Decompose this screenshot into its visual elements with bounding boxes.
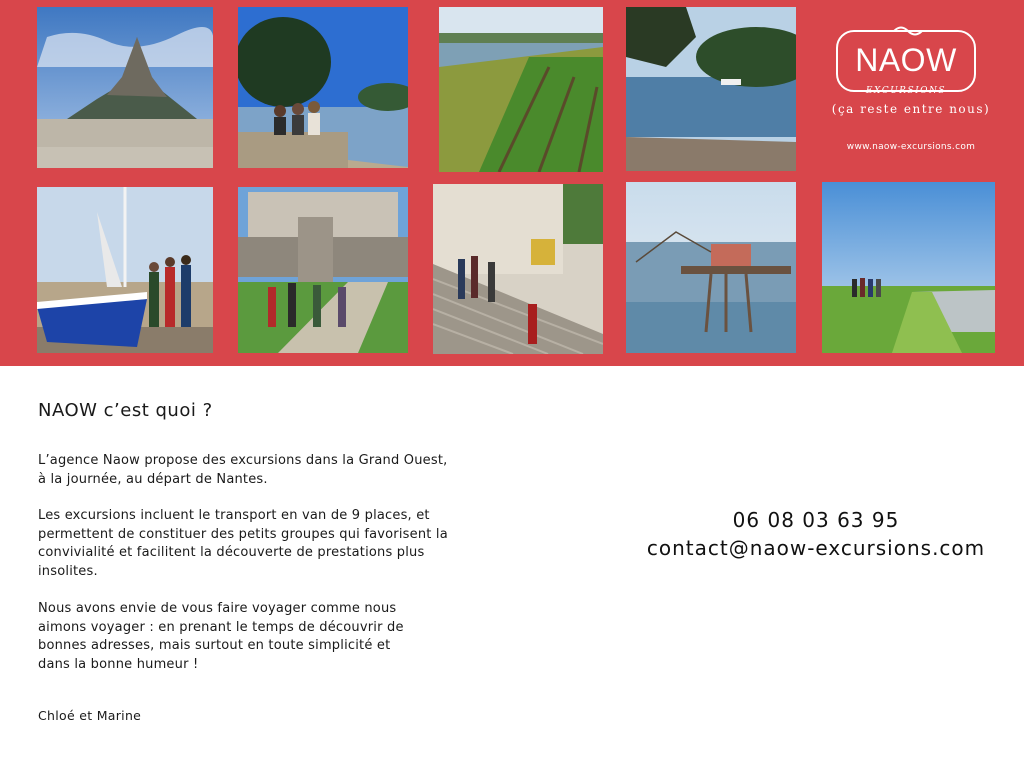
contact-block — [610, 506, 1022, 562]
photo-vineyard-loire — [439, 7, 603, 172]
brand-logo — [816, 22, 1006, 162]
transport-paragraph — [38, 507, 448, 581]
signature: Chloé et Marine — [38, 708, 142, 723]
photo-stilt-fishing-hut — [626, 182, 796, 353]
page-title: NAOW c’est quoi ? — [38, 400, 213, 421]
text-line: Les excursions incluent le transport en van de 9 places, et — [38, 508, 430, 523]
text-line: dans la bonne humeur ! — [38, 656, 199, 672]
logo-subtitle: EXCURSIONS — [865, 86, 947, 96]
text-line: permettent de constituer des petits groupes qui favorisent la — [38, 526, 448, 542]
photo-stone-staircase — [433, 184, 603, 354]
logo-tagline: (ça reste entre nous) — [831, 102, 991, 116]
phone-number[interactable]: 06 08 03 63 95 — [732, 508, 900, 532]
website-link[interactable]: www.naow-excursions.com — [846, 142, 976, 152]
text-line: aimons voyager : en prenant le temps de découvrir de — [38, 619, 404, 635]
photo-coastal-bay — [626, 7, 796, 171]
philosophy-paragraph — [38, 600, 404, 674]
wave-icon — [893, 22, 923, 36]
text-line: bonnes adresses, mais surtout en toute simplicité et — [38, 638, 391, 654]
text-line: convivialité et facilitent la découverte de prestations plus — [38, 545, 425, 561]
photo-mont-saint-michel — [37, 7, 213, 168]
photo-castle-ramparts — [238, 187, 408, 353]
text-line: L’agence Naow propose des excursions dans la Grand Ouest, — [38, 453, 448, 468]
text-line: Nous avons envie de vous faire voyager comme nous — [38, 601, 397, 616]
email-address[interactable]: contact@naow-excursions.com — [646, 536, 986, 560]
intro-paragraph — [38, 452, 447, 489]
photo-salt-marsh-walk — [822, 182, 995, 353]
logo-frame — [836, 30, 976, 96]
photo-riverside-wall — [238, 7, 408, 168]
text-line: à la journée, au départ de Nantes. — [38, 471, 268, 487]
photo-sailboat-group — [37, 187, 213, 353]
text-line: insolites. — [38, 563, 98, 579]
logo-name: NAOW — [855, 42, 957, 78]
